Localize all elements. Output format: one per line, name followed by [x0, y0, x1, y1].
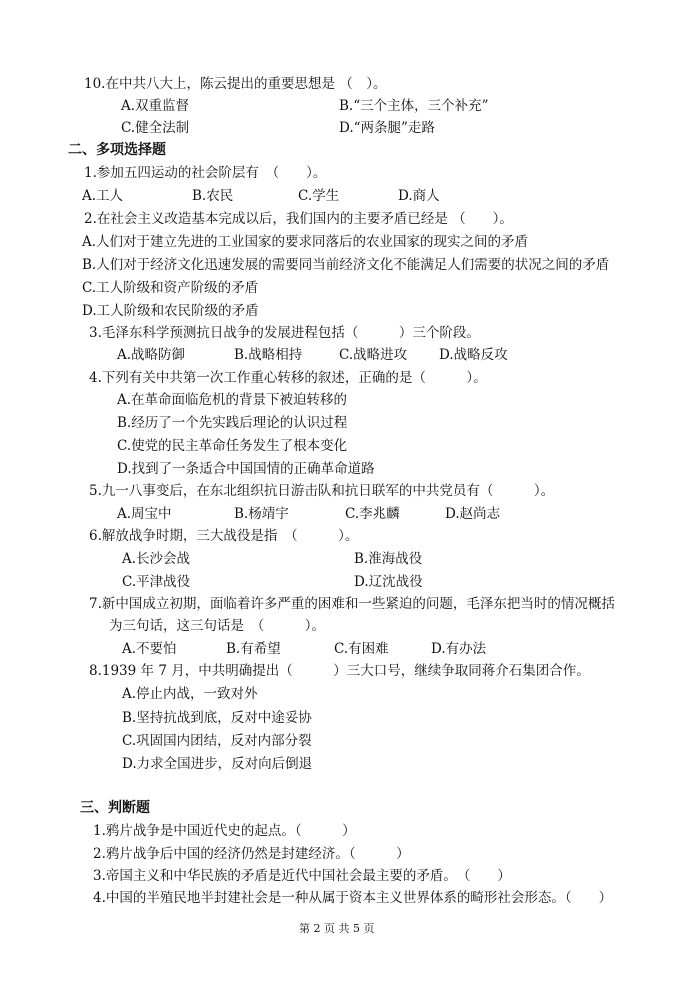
- tf-question-2: 2.鸦片战争后中国的经济仍然是封建经济。（ ）: [93, 846, 410, 862]
- mc-question-1-option-c: C.学生: [298, 188, 340, 204]
- mc-question-2-option-a: A.人们对于建立先进的工业国家的要求同落后的农业国家的现实之间的矛盾: [82, 234, 529, 250]
- question-10-option-a: A.双重监督: [121, 98, 190, 114]
- mc-question-3-option-d: D.战略反攻: [439, 347, 508, 363]
- mc-question-5-stem: 5.九一八事变后，在东北组织抗日游击队和抗日联军的中共党员有（ ）。: [89, 483, 555, 499]
- mc-question-4-option-d: D.找到了一条适合中国国情的正确革命道路: [117, 461, 375, 477]
- mc-question-3-option-c: C.战略进攻: [339, 347, 408, 363]
- mc-question-3-stem: 3.毛泽东科学预测抗日战争的发展进程包括（ ）三个阶段。: [89, 325, 480, 341]
- section-heading-true-false: 三、判断题: [80, 800, 150, 816]
- mc-question-2-option-d: D.工人阶级和农民阶级的矛盾: [82, 303, 259, 319]
- mc-question-3-option-a: A.战略防御: [117, 347, 186, 363]
- mc-question-8-option-a: A.停止内战，一致对外: [122, 686, 258, 702]
- question-10-option-b: B.“三个主体，三个补充”: [339, 98, 489, 114]
- page-number: 第 2 页 共 5 页: [299, 922, 375, 935]
- mc-question-6-option-c: C.平津战役: [122, 574, 191, 590]
- mc-question-4-option-a: A.在革命面临危机的背景下被迫转移的: [117, 392, 348, 408]
- mc-question-6-option-d: D.辽沈战役: [354, 574, 423, 590]
- mc-question-6-stem: 6.解放战争时期，三大战役是指 （ ）。: [89, 528, 359, 544]
- mc-question-8-option-d: D.力求全国进步，反对向后倒退: [122, 756, 313, 772]
- tf-question-4: 4.中国的半殖民地半封建社会是一种从属于资本主义世界体系的畸形社会形态。（ ）: [93, 890, 613, 906]
- mc-question-1-option-d: D.商人: [398, 188, 440, 204]
- mc-question-7-option-b: B.有希望: [226, 641, 281, 657]
- mc-question-1-stem: 1.参加五四运动的社会阶层有 （ ）。: [84, 165, 327, 181]
- mc-question-5-option-d: D.赵尚志: [445, 506, 501, 522]
- mc-question-2-stem: 2.在社会主义改造基本完成以后，我们国内的主要矛盾已经是 （ ）。: [84, 211, 513, 227]
- mc-question-5-option-b: B.杨靖宇: [234, 506, 289, 522]
- mc-question-4-stem: 4.下列有关中共第一次工作重心转移的叙述，正确的是（ ）。: [89, 370, 487, 386]
- mc-question-6-option-b: B.淮海战役: [354, 551, 423, 567]
- mc-question-1-option-a: A.工人: [82, 188, 124, 204]
- mc-question-3-option-b: B.战略相持: [234, 347, 303, 363]
- mc-question-7-option-c: C.有困难: [334, 641, 389, 657]
- mc-question-5-option-a: A.周宝中: [117, 506, 172, 522]
- mc-question-4-option-b: B.经历了一个先实践后理论的认识过程: [117, 415, 348, 431]
- mc-question-1-option-b: B.农民: [192, 188, 234, 204]
- question-10-option-c: C.健全法制: [121, 120, 190, 136]
- mc-question-4-option-c: C.使党的民主革命任务发生了根本变化: [117, 438, 348, 454]
- mc-question-5-option-c: C.李兆麟: [345, 506, 400, 522]
- mc-question-8-stem: 8.1939 年 7 月，中共明确提出（ ）三大口号，继续争取同蒋介石集团合作。: [89, 663, 590, 679]
- question-10-option-d: D.“两条腿”走路: [339, 120, 435, 136]
- mc-question-6-option-a: A.长沙会战: [122, 551, 191, 567]
- mc-question-8-option-b: B.坚持抗战到底，反对中途妥协: [122, 710, 312, 726]
- mc-question-7-stem: 7.新中国成立初期，面临着许多严重的困难和一些紧迫的问题，毛泽东把当时的情况概括: [89, 596, 615, 612]
- mc-question-2-option-c: C.工人阶级和资产阶级的矛盾: [82, 280, 259, 296]
- mc-question-2-option-b: B.人们对于经济文化迅速发展的需要同当前经济文化不能满足人们需要的状况之间的矛盾: [82, 257, 610, 273]
- section-heading-multiple-choice: 二、多项选择题: [68, 142, 166, 158]
- mc-question-7-option-d: D.有办法: [431, 641, 487, 657]
- tf-question-3: 3.帝国主义和中华民族的矛盾是近代中国社会最主要的矛盾。 （ ）: [93, 868, 511, 884]
- mc-question-7-stem-continued: 为三句话，这三句话是 （ ）。: [109, 618, 325, 634]
- tf-question-1: 1.鸦片战争是中国近代史的起点。（ ）: [93, 823, 356, 839]
- mc-question-8-option-c: C.巩固国内团结，反对内部分裂: [122, 733, 312, 749]
- mc-question-7-option-a: A.不要怕: [122, 641, 177, 657]
- question-10-stem: 10.在中共八大上，陈云提出的重要思想是 （ ）。: [84, 76, 387, 92]
